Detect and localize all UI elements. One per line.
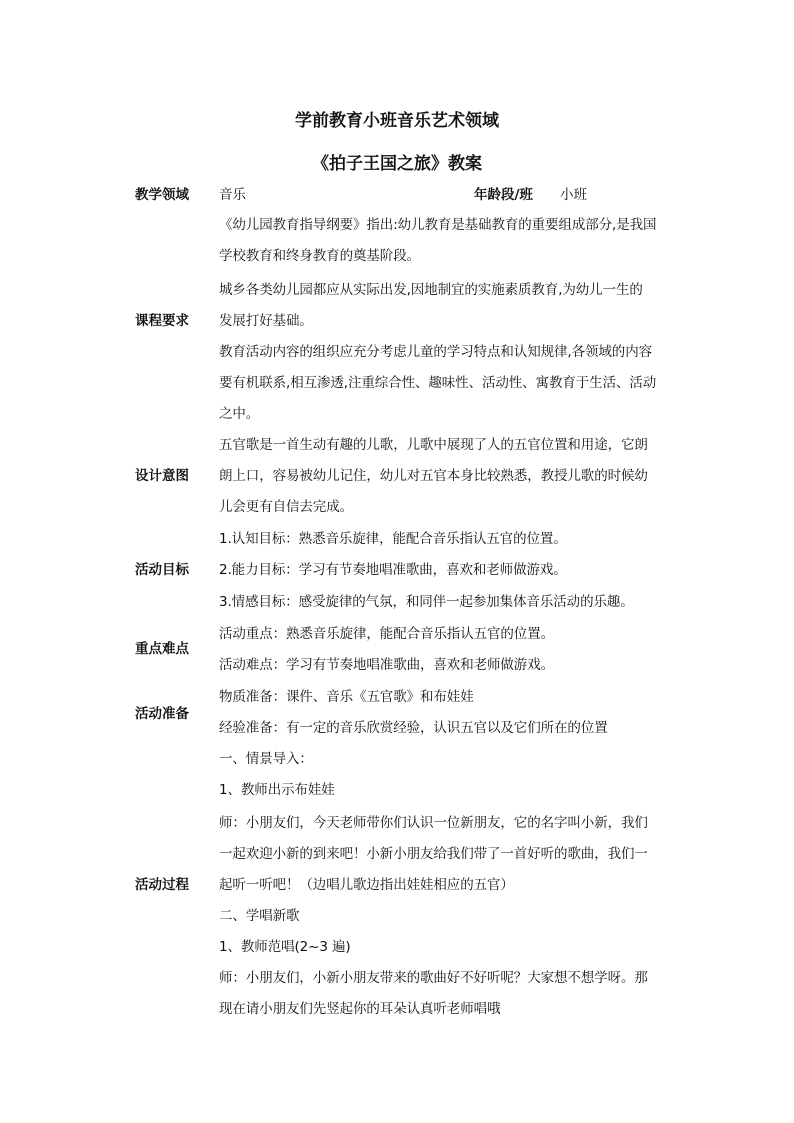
focus-label: 重点难点 bbox=[135, 641, 189, 657]
process-line: 起听一听吧！（边唱儿歌边指出娃娃相应的五官） bbox=[219, 877, 514, 893]
course-line: 要有机联系,相互渗透,注重综合性、趣味性、活动性、寓教育于生活、活动 bbox=[219, 375, 657, 391]
course-line: 城乡各类幼儿园都应从实际出发,因地制宜的实施素质教育,为幼儿一生的 bbox=[219, 282, 643, 298]
prep-line: 物质准备：课件、音乐《五官歌》和布娃娃 bbox=[219, 689, 474, 705]
process-line: 现在请小朋友们先竖起你的耳朵认真听老师唱哦 bbox=[219, 1001, 501, 1017]
course-line: 教育活动内容的组织应充分考虑儿童的学习特点和认知规律,各领域的内容 bbox=[219, 344, 652, 360]
process-label: 活动过程 bbox=[135, 877, 189, 893]
focus-line: 活动难点：学习有节奏地唱准歌曲，喜欢和老师做游戏。 bbox=[219, 657, 554, 673]
age-label: 年龄段/班 bbox=[474, 187, 533, 203]
process-line: 一、情景导入： bbox=[219, 751, 313, 767]
process-line: 师：小朋友们，今天老师带你们认识一位新朋友，它的名字叫小新，我们 bbox=[219, 815, 648, 831]
process-line: 1、教师范唱(2~3 遍) bbox=[219, 939, 351, 955]
course-line: 学校教育和终身教育的奠基阶段。 bbox=[219, 248, 420, 264]
design-line: 五官歌是一首生动有趣的儿歌，儿歌中展现了人的五官位置和用途，它朗 bbox=[219, 437, 648, 453]
goal-line: 2.能力目标：学习有节奏地唱准歌曲，喜欢和老师做游戏。 bbox=[219, 562, 567, 578]
age-value: 小班 bbox=[560, 187, 587, 203]
document-title: 学前教育小班音乐艺术领域 bbox=[295, 111, 499, 131]
lesson-title: 《拍子王国之旅》教案 bbox=[312, 154, 482, 174]
goal-line: 3.情感目标：感受旋律的气氛，和同伴一起参加集体音乐活动的乐趣。 bbox=[219, 594, 634, 610]
prep-label: 活动准备 bbox=[135, 706, 189, 722]
goals-label: 活动目标 bbox=[135, 562, 189, 578]
goal-line: 1.认知目标：熟悉音乐旋律，能配合音乐指认五官的位置。 bbox=[219, 531, 567, 547]
process-line: 师：小朋友们，小新小朋友带来的歌曲好不好听呢？大家想不想学呀。那 bbox=[219, 970, 648, 986]
process-line: 1、教师出示布娃娃 bbox=[219, 782, 335, 798]
design-line: 朗上口，容易被幼儿记住，幼儿对五官本身比较熟悉，教授儿歌的时候幼 bbox=[219, 468, 648, 484]
field-value: 音乐 bbox=[219, 187, 246, 203]
prep-line: 经验准备：有一定的音乐欣赏经验，认识五官以及它们所在的位置 bbox=[219, 720, 608, 736]
course-line: 之中。 bbox=[219, 406, 260, 422]
process-line: 一起欢迎小新的到来吧！小新小朋友给我们带了一首好听的歌曲，我们一 bbox=[219, 846, 648, 862]
course-line: 《幼儿园教育指导纲要》指出:幼儿教育是基础教育的重要组成部分,是我国 bbox=[219, 217, 657, 233]
process-line: 二、学唱新歌 bbox=[219, 908, 300, 924]
focus-line: 活动重点：熟悉音乐旋律，能配合音乐指认五官的位置。 bbox=[219, 626, 554, 642]
course-label: 课程要求 bbox=[135, 313, 189, 329]
course-line: 发展打好基础。 bbox=[219, 313, 313, 329]
field-label: 教学领域 bbox=[135, 187, 189, 203]
design-label: 设计意图 bbox=[135, 468, 189, 484]
design-line: 儿会更有自信去完成。 bbox=[219, 499, 353, 515]
